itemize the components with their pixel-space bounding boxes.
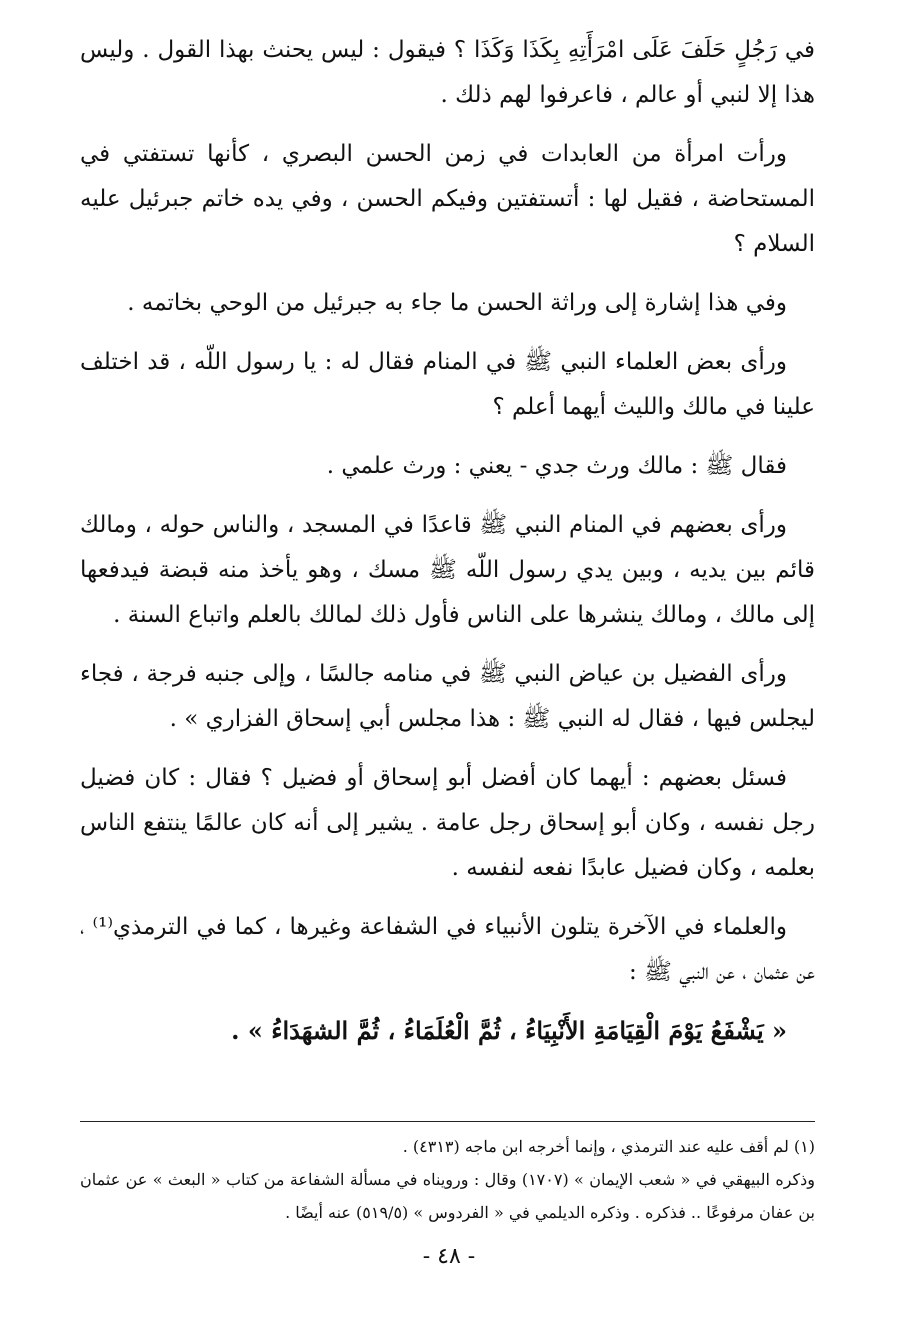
footnote-separator — [80, 1121, 815, 1122]
paragraph-fudail-dream: ورأى الفضيل بن عياض النبي ﷺ في منامه جالسًا ، وإلى جنبه فرجة ، فجاء ليجلس فيها ، فقال له النبي ﷺ : هذا مجلس أبي إسحاق الفزاري » . — [80, 661, 815, 732]
paragraph-prophet-answer: فقال ﷺ : مالك ورث جدي - يعني : ورث علمي . — [326, 453, 787, 479]
paragraph-oath: في رَجُلٍ حَلَفَ عَلَى امْرَأَتِهِ بِكَذَا وَكَذَا ؟ فيقول : ليس يحنث بهذا القول . وليس هذا إلا لنبي أو عالم ، فاعرفوا لهم ذلك . — [80, 37, 815, 108]
page-number: - ٤٨ - — [422, 1244, 476, 1269]
hadith-quote: « يَشْفَعُ يَوْمَ الْقِيَامَةِ الأَنْبِيَاءُ ، ثُمَّ الْعُلَمَاءُ ، ثُمَّ الشهَدَاءُ » . — [231, 1016, 787, 1045]
footnotes — [80, 1130, 815, 1229]
paragraph-mosque-dream: ورأى بعضهم في المنام النبي ﷺ قاعدًا في المسجد ، والناس حوله ، ومالك قائم بين يديه ، وبين يدي رسول اللّه ﷺ مسك ، وهو يأخذ منه قبضة فيدفعها إلى مالك ، ومالك ينشرها على الناس فأول ذلك لمالك بالعلم واتباع السنة . — [80, 512, 815, 628]
paragraph-intercession: والعلماء في الآخرة يتلون الأنبياء في الشفاعة وغيرها ، كما في الترمذي⁽¹⁾ ، عن عثمان ، عن النبي ﷺ : — [80, 914, 815, 985]
page-body — [80, 28, 815, 1053]
footnote-1-continuation: وذكره البيهقي في « شعب الإيمان » (١٧٠٧) وقال : ورويناه في مسألة الشفاعة من كتاب « البعث » عن عثمان بن عفان مرفوعًا .. فذكره . وذكره الديلمي في « الفردوس » (٥١٩/٥) عنه أيضًا . — [80, 1170, 816, 1222]
footnote-1: (١) لم أقف عليه عند الترمذي ، وإنما أخرجه ابن ماجه (٤٣١٣) . — [402, 1137, 815, 1156]
paragraph-abidat-dream: ورأت امرأة من العابدات في زمن الحسن البصري ، كأنها تستفتي في المستحاضة ، فقيل لها : أتستفتين وفيكم الحسن ، وفي يده خاتم جبرئيل عليه السلام ؟ — [80, 141, 815, 257]
paragraph-inheritance-note: وفي هذا إشارة إلى وراثة الحسن ما جاء به جبرئيل من الوحي بخاتمه . — [127, 290, 787, 316]
paragraph-who-is-better: فسئل بعضهم : أيهما كان أفضل أبو إسحاق أو فضيل ؟ فقال : كان فضيل رجل نفسه ، وكان أبو إسحاق رجل عامة . يشير إلى أنه كان عالمًا ينتفع الناس بعلمه ، وكان فضيل عابدًا نفعه لنفسه . — [80, 765, 815, 881]
paragraph-malik-laith-question: ورأى بعض العلماء النبي ﷺ في المنام فقال له : يا رسول اللّه ، قد اختلف علينا في مالك والليث أيهما أعلم ؟ — [80, 349, 815, 420]
